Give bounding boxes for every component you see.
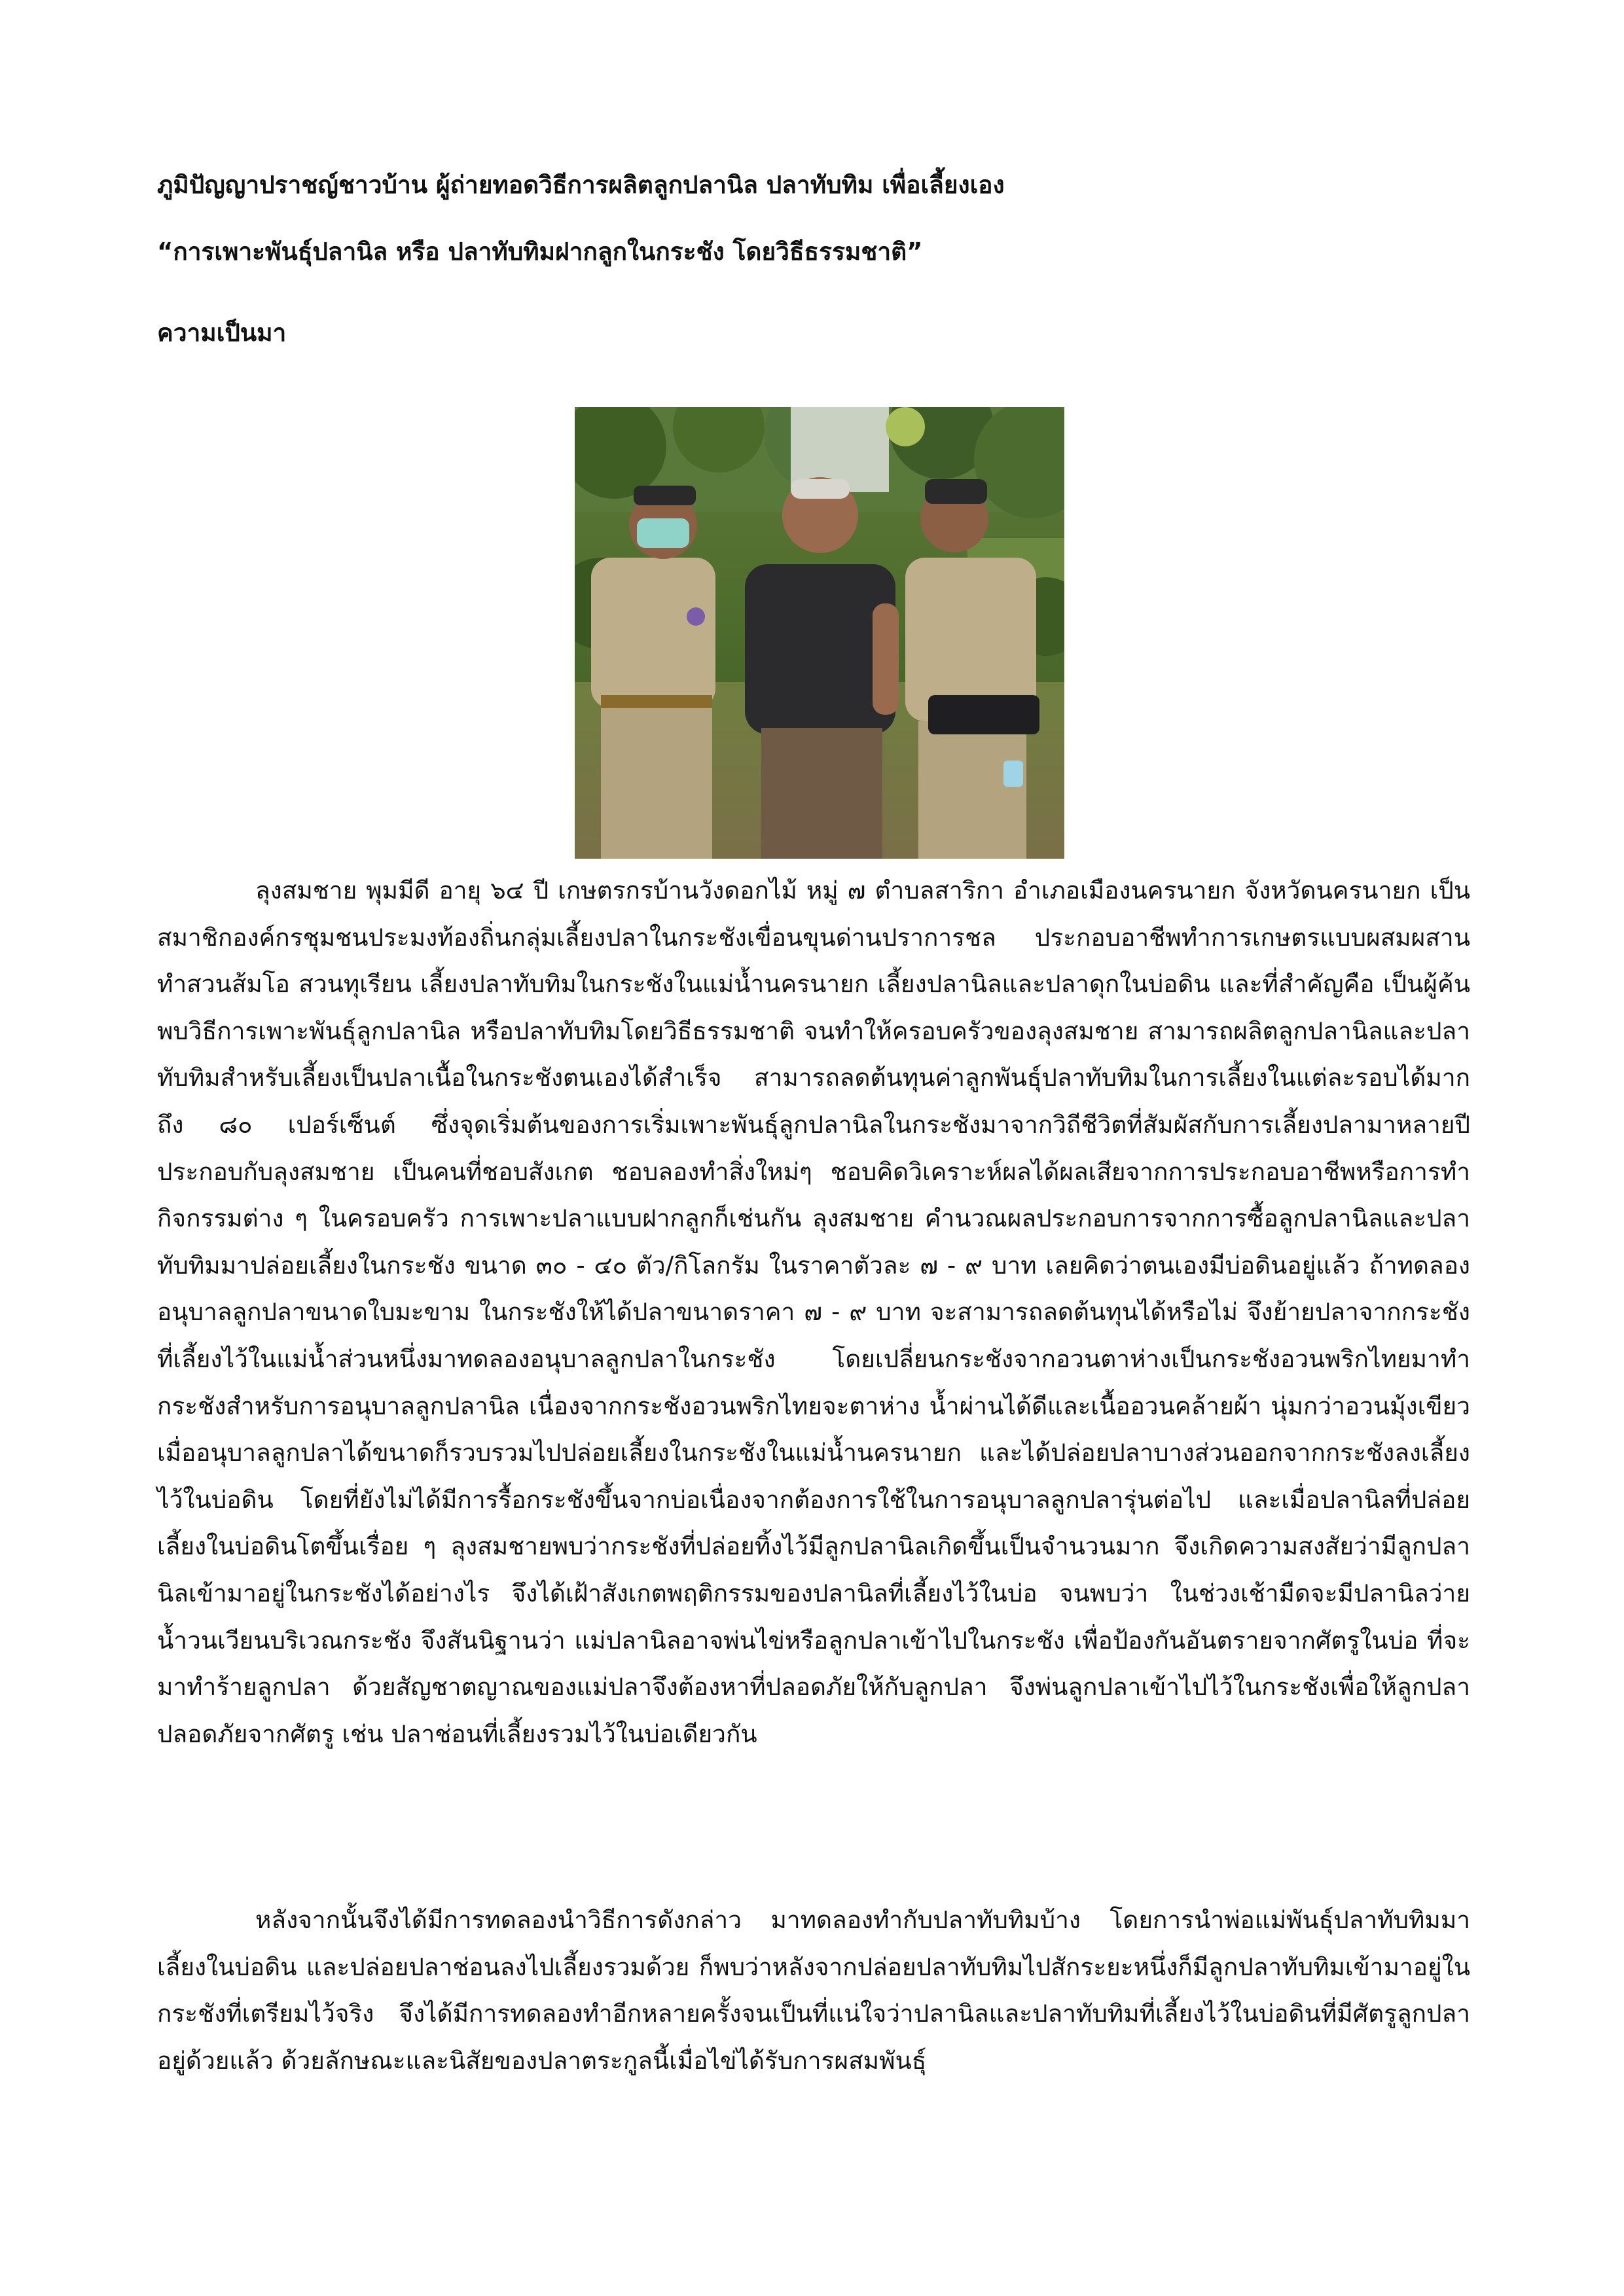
section-heading: ความเป็นมา (157, 319, 287, 347)
paragraph-2: หลังจากนั้นจึงได้มีการทดลองนำวิธีการดังกล่าว มาทดลองทำกับปลาทับทิมบ้าง โดยการนำพ่อแม่พันธุ์ปลาทับทิมมาเลี้ยงในบ่อดิน และปล่อยปลาช่อนลงไปเลี้ยงรวมด้วย ก็พบว่าหลังจากปล่อยปลาทับทิมไปสักระยะหนึ่งก็มีลูกปลาทับทิมเข้ามาอยู่ในกระชังที่เตรียมไว้จริง จึงได้มีการทดลองทำอีกหลายครั้งจนเป็นที่แน่ใจว่าปลานิลและปลาทับทิมที่เลี้ยงไว้ในบ่อดินที่มีศัตรูลูกปลาอยู่ด้วยแล้ว ด้วยลักษณะและนิสัยของปลาตระกูลนี้เมื่อไข่ได้รับการผสมพันธุ์ (157, 1906, 1470, 2075)
photo-three-men-in-orchard (575, 407, 1064, 859)
paragraph-1: ลุงสมชาย พุมมีดี อายุ ๖๔ ปี เกษตรกรบ้านวังดอกไม้ หมู่ ๗ ตำบลสาริกา อำเภอเมืองนครนายก จังหวัดนครนายก เป็นสมาชิกองค์กรชุมชนประมงท้องถิ่นกลุ่มเลี้ยงปลาในกระชังเขื่อนขุนด่านปราการชล ประกอบอาชีพทำการเกษตรแบบผสมผสาน ทำสวนส้มโอ สวนทุเรียน เลี้ยงปลาทับทิมในกระชังในแม่น้ำนครนายก เลี้ยงปลานิลและปลาดุกในบ่อดิน และที่สำคัญคือ เป็นผู้ค้นพบวิธีการเพาะพันธุ์ลูกปลานิล หรือปลาทับทิมโดยวิธีธรรมชาติ จนทำให้ครอบครัวของลุงสมชาย สามารถผลิตลูกปลานิลและปลาทับทิมสำหรับเลี้ยงเป็นปลาเนื้อในกระชังตนเองได้สำเร็จ สามารถลดต้นทุนค่าลูกพันธุ์ปลาทับทิมในการเลี้ยงในแต่ละรอบได้มากถึง ๘๐ เปอร์เซ็นต์ ซึ่งจุดเริ่มต้นของการเริ่มเพาะพันธุ์ลูกปลานิลในกระชังมาจากวิถีชีวิตที่สัมผัสกับการเลี้ยงปลามาหลายปี ประกอบกับลุงสมชาย เป็นคนที่ชอบสังเกต ชอบลองทำสิ่งใหม่ๆ ชอบคิดวิเคราะห์ผลได้ผลเสียจากการประกอบอาชีพหรือการทำกิจกรรมต่าง ๆ ในครอบครัว การเพาะปลาแบบฝากลูกก็เช่นกัน ลุงสมชาย คำนวณผลประกอบการจากการซื้อลูกปลานิลและปลาทับทิมมาปล่อยเลี้ยงในกระชัง ขนาด ๓๐ - ๔๐ ตัว/กิโลกรัม ในราคาตัวละ ๗ - ๙ บาท เลยคิดว่าตนเองมีบ่อดินอยู่แล้ว ถ้าทดลองอนุบาลลูกปลาขนาดใบมะขาม ในกระชังให้ได้ปลาขนาดราคา ๗ - ๙ บาท จะสามารถลดต้นทุนได้หรือไม่ จึงย้ายปลาจากกระชังที่เลี้ยงไว้ในแม่น้ำส่วนหนึ่งมาทดลองอนุบาลลูกปลาในกระชัง โดยเปลี่ยนกระชังจากอวนตาห่างเป็นกระชังอวนพริกไทยมาทำกระชังสำหรับการอนุบาลลูกปลานิล เนื่องจากกระชังอวนพริกไทยจะตาห่าง น้ำผ่านได้ดีและเนื้ออวนคล้ายผ้า นุ่มกว่าอวนมุ้งเขียว เมื่ออนุบาลลูกปลาได้ขนาดก็รวบรวมไปปล่อยเลี้ยงในกระชังในแม่น้ำนครนายก และได้ปล่อยปลาบางส่วนออกจากกระชังลงเลี้ยงไว้ในบ่อดิน โดยที่ยังไม่ได้มีการรื้อกระชังขึ้นจากบ่อเนื่องจากต้องการใช้ในการอนุบาลลูกปลารุ่นต่อไป และเมื่อปลานิลที่ปล่อยเลี้ยงในบ่อดินโตขึ้นเรื่อย ๆ ลุงสมชายพบว่ากระชังที่ปล่อยทิ้งไว้มีลูกปลานิลเกิดขึ้นเป็นจำนวนมาก จึงเกิดความสงสัยว่ามีลูกปลานิลเข้ามาอยู่ในกระชังได้อย่างไร จึงได้เฝ้าสังเกตพฤติกรรมของปลานิลที่เลี้ยงไว้ในบ่อ จนพบว่า ในช่วงเช้ามืดจะมีปลานิลว่ายน้ำวนเวียนบริเวณกระชัง จึงสันนิฐานว่า แม่ปลานิลอาจพ่นไข่หรือลูกปลาเข้าไปในกระชัง เพื่อป้องกันอันตรายจากศัตรูในบ่อ ที่จะมาทำร้ายลูกปลา ด้วยสัญชาตญาณของแม่ปลาจึงต้องหาที่ปลอดภัยให้กับลูกปลา จึงพ่นลูกปลาเข้าไปไว้ในกระชังเพื่อให้ลูกปลาปลอดภัยจากศัตรู เช่น ปลาช่อนที่เลี้ยงรวมไว้ในบ่อเดียวกัน (157, 876, 1470, 1748)
document-subtitle: “การเพาะพันธุ์ปลานิล หรือ ปลาทับทิมฝากลูกในกระชัง โดยวิธีธรรมชาติ” (157, 238, 923, 266)
document-title: ภูมิปัญญาปราชญ์ชาวบ้าน ผู้ถ่ายทอดวิธีการผลิตลูกปลานิล ปลาทับทิม เพื่อเลี้ยงเอง (157, 171, 1005, 199)
